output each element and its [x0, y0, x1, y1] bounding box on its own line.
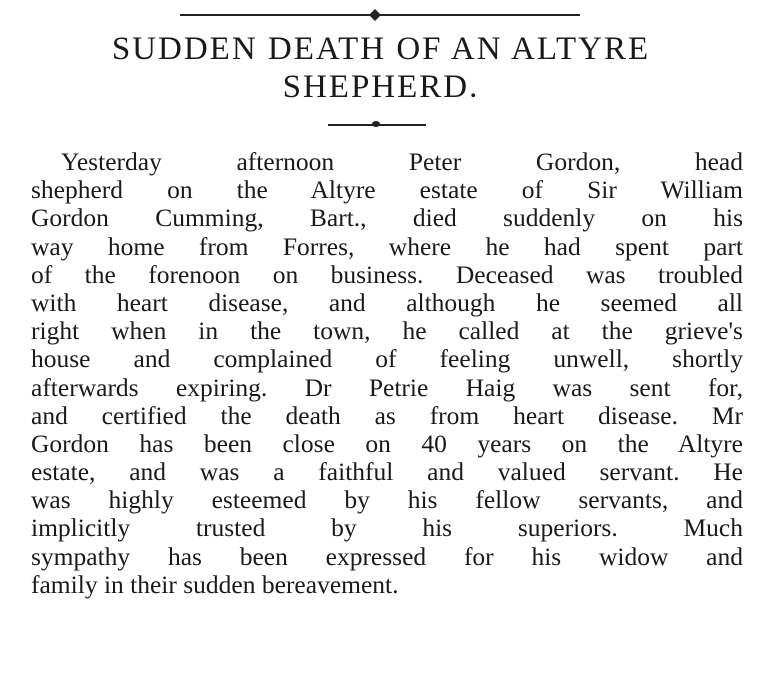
body-line: Yesterday afternoon Peter Gordon, head	[61, 148, 743, 176]
body-line: and certified the death as from heart disease. Mr	[31, 401, 743, 430]
diamond-ornament-icon	[369, 9, 381, 21]
body-line: sympathy has been expressed for his widow and	[31, 542, 743, 571]
body-line: house and complained of feeling unwell, shortly	[31, 345, 743, 374]
body-line: way home from Forres, where he had spent part	[31, 232, 743, 261]
body-line: Gordon Cumming, Bart., died suddenly on his	[31, 204, 743, 233]
body-line: shepherd on the Altyre estate of Sir William	[31, 176, 743, 205]
body-line: was highly esteemed by his fellow servants, and	[31, 486, 743, 515]
body-line: with heart disease, and although he seemed all	[31, 288, 743, 317]
body-line: implicitly trusted by his superiors. Much	[31, 514, 743, 543]
article-body	[31, 148, 743, 599]
headline	[30, 30, 732, 106]
body-line: afterwards expiring. Dr Petrie Haig was sent for,	[31, 373, 743, 402]
headline-line-1: SUDDEN DEATH OF AN ALTYRE	[111, 31, 651, 67]
body-line: of the forenoon on business. Deceased was troubled	[31, 260, 743, 289]
body-line: estate, and was a faithful and valued servant. He	[31, 458, 743, 487]
body-line: Gordon has been close on 40 years on the Altyre	[31, 429, 743, 458]
body-line: family in their sudden bereavement.	[31, 570, 399, 599]
divider-ornament	[372, 121, 380, 127]
body-line: right when in the town, he called at the grieve's	[31, 317, 743, 346]
headline-line-2: SHEPHERD.	[282, 69, 480, 105]
